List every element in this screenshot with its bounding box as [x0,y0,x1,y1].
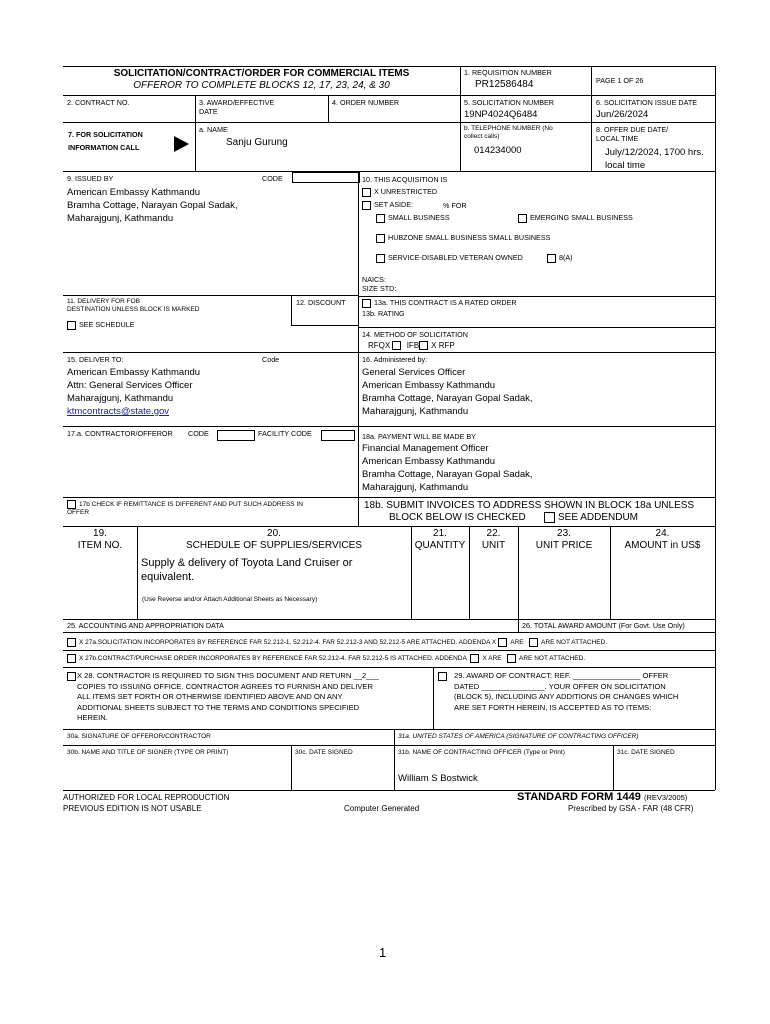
contracting-officer-label: 31b. NAME OF CONTRACTING OFFICER (Type or Print) [398,749,565,756]
solicitation-number: 19NP4024Q6484 [464,109,538,120]
28-text: X 28. CONTRACTOR IS REQUIRED TO SIGN THIS DOCUMENT AND RETURN __2___ COPIES TO ISSUING OFFICE. CONTRACTOR AGREES TO FURNISH AND DELIVER ALL ITEMS SET FORTH OR OTHERWISE IDENTIFIED ABOVE AND ON ANY ADDITIONAL SHEETS SUBJECT TO THE TERMS AND CONDITIONS SPECIFIED HEREIN. [77,671,379,722]
discount-label: 12. DISCOUNT [296,298,346,307]
page-number: 1 [379,945,387,960]
payment-by-address: Financial Management Officer American Embassy Kathmandu Bramha Cottage, Narayan Gopal Sadak, Maharajgunj, Kathmandu [362,443,533,493]
remittance-checkbox[interactable] [67,500,76,509]
percent-for-label: % FOR [443,201,467,210]
deliver-to-address: American Embassy Kathmandu Attn: General Services Officer Maharajgunj, Kathmandu [67,367,201,404]
rfq-checkbox[interactable] [392,341,401,350]
issue-date-label: 6. SOLICITATION ISSUE DATE [596,98,698,107]
administered-by-address: General Services Officer American Embassy Kathmandu Bramha Cottage, Narayan Gopal Sadak, Maharajgunj, Kathmandu [362,367,533,417]
contractor-label: 17.a. CONTRACTOR/OFFEROR [67,429,173,438]
phone-number: 014234000 [474,145,522,156]
eight-a-option[interactable] [547,253,573,263]
requisition-number: PR12586484 [475,79,534,90]
contact-name-label: a. NAME [199,125,228,134]
due-date: July/12/2024, 1700 hrs. local time [605,147,704,171]
27b-are-checkbox[interactable] [470,654,479,663]
unrestricted-option[interactable] [362,187,437,197]
phone-label: b. TELEPHONE NUMBER (No collect calls) [464,125,553,140]
28-checkbox[interactable] [67,672,76,681]
small-business-checkbox[interactable] [376,214,385,223]
29-text: 29. AWARD OF CONTRACT: REF. ________________ OFFER DATED _______________. YOUR OFFER ON SOLICITATION (BLOCK 5), INCLUDING ANY ADDITIONS OR CHANGES WHICH ARE SET FORTH HEREIN, IS ACCEPTED AS TO ITEMS: [454,671,679,712]
delivery-fob-label: 11. DELIVERY FOR FOB DESTINATION UNLESS BLOCK IS MARKED [67,298,200,313]
naics-label: NAICS: [362,275,386,284]
date-signed-31c-label: 31c. DATE SIGNED [617,749,675,756]
see-addendum-checkbox[interactable] [544,512,555,523]
sdvo-option[interactable] [376,253,523,263]
emerging-text: EMERGING SMALL BUSINESS [530,213,633,222]
acquisition-label: 10. THIS ACQUISITION IS [362,175,448,184]
size-std-label: SIZE STD: [362,284,397,293]
info-call-label: 7. FOR SOLICITATION INFORMATION CALL [68,130,143,152]
contracting-officer-name: William S Bostwick [398,773,478,784]
col-item-no: 19. ITEM NO. [77,528,123,551]
contract-incorporates [67,654,585,663]
form-subtitle: OFFEROR TO COMPLETE BLOCKS 12, 17, 23, 24, & 30 [133,80,390,91]
ifb-text: IFB [406,341,420,350]
deliver-to-code-label: Code [262,355,280,364]
27a-not-text: ARE NOT ATTACHED. [541,639,608,647]
27a-are-text: ARE [510,639,524,647]
col-supplies: 20. SCHEDULE OF SUPPLIES/SERVICES [186,528,362,551]
sdvo-checkbox[interactable] [376,254,385,263]
footer-previous: PREVIOUS EDITION IS NOT USABLE [63,804,202,813]
see-schedule-checkbox[interactable] [67,321,76,330]
unrestricted-text: X UNRESTRICTED [374,187,438,196]
see-addendum-text: SEE ADDENDUM [558,512,639,524]
eight-a-text: 8(A) [559,253,573,262]
solicitation-incorporates [67,638,607,647]
remittance-text: 17b CHECK IF REMITTANCE IS DIFFERENT AND PUT SUCH ADDRESS IN OFFER [67,501,303,517]
eight-a-checkbox[interactable] [547,254,556,263]
solicitation-number-label: 5. SOLICITATION NUMBER [464,98,554,107]
footer-computer-generated: Computer Generated [344,804,420,813]
27b-text: X 27b.CONTRACT/PURCHASE ORDER INCORPORATES BY REFERENCE FAR 52.212-4. FAR 52.212-5 IS ATTACHED. ADDENDA [79,655,467,663]
total-award-label: 26. TOTAL AWARD AMOUNT (For Govt. Use Only) [522,621,685,630]
27a-are-checkbox[interactable] [498,638,507,647]
issued-by-label: 9. ISSUED BY [67,174,114,183]
small-business-option[interactable] [376,213,450,223]
issued-by-code-field[interactable] [292,172,360,183]
rated-order-checkbox[interactable] [362,299,371,308]
deliver-to-label: 15. DELIVER TO: [67,355,124,364]
method-label: 14. METHOD OF SOLICITATION [362,330,468,339]
see-schedule-text: SEE SCHEDULE [79,320,135,329]
signature-offeror-label: 30a. SIGNATURE OF OFFEROR/CONTRACTOR [67,733,211,740]
see-schedule-option[interactable] [67,320,135,330]
hubzone-option[interactable] [376,233,550,243]
method-options [368,341,455,351]
standard-form-label: STANDARD FORM 1449 [517,791,641,803]
emerging-option[interactable] [518,213,633,223]
issued-by-code-label: CODE [262,174,283,183]
set-aside-checkbox[interactable] [362,201,371,210]
signature-officer-label: 31a. UNITED STATES OF AMERICA (SIGNATURE OF CONTRACTING OFFICER) [398,733,639,740]
arrow-right-icon [174,136,189,152]
ifb-checkbox[interactable] [419,341,428,350]
27a-text: X 27a.SOLICITATION INCORPORATES BY REFERENCE FAR 52.212-1, 52.212-4. FAR 52.212-3 AND 52.212-5 ARE ATTACHED. ADDENDA X [79,639,497,647]
deliver-to-email-link[interactable]: ktmcontracts@state.gov [67,406,170,417]
issue-date: Jun/26/2024 [596,109,649,120]
additional-sheets-note: (Use Reverse and/or Attach Additional Sheets as Necessary) [142,596,318,603]
form-revision: (REV3/2005) [643,793,688,802]
due-date-label: 8. OFFER DUE DATE/ LOCAL TIME [596,125,669,143]
requisition-label: 1. REQUISITION NUMBER [464,68,552,77]
contact-name: Sanju Gurung [226,137,288,148]
date-signed-30c-label: 30c. DATE SIGNED [295,749,353,756]
contract-no-label: 2. CONTRACT NO. [67,98,130,107]
order-number-label: 4. ORDER NUMBER [332,98,400,107]
27b-not-checkbox[interactable] [507,654,516,663]
hubzone-text: HUBZONE SMALL BUSINESS SMALL BUSINESS [388,233,551,242]
footer-authorized: AUTHORIZED FOR LOCAL REPRODUCTION [63,793,230,802]
footer-form-name [517,791,687,804]
rated-order-text: 13a. THIS CONTRACT IS A RATED ORDER [374,298,517,307]
supply-description: Supply & delivery of Toyota Land Cruiser or equivalent. [141,557,353,583]
27a-checkbox[interactable] [67,638,76,647]
contractor-code-field[interactable] [217,430,255,441]
see-addendum-option[interactable] [544,512,638,524]
facility-code-field[interactable] [321,430,355,441]
27b-checkbox[interactable] [67,654,76,663]
rfq-text: RFQX [368,341,391,350]
contractor-code-label: CODE [188,429,209,438]
27a-not-checkbox[interactable] [529,638,538,647]
signer-name-label: 30b. NAME AND TITLE OF SIGNER (TYPE OR PRINT) [67,749,229,756]
set-aside-text: SET ASIDE: [374,200,414,209]
27b-are-text: X ARE [482,655,502,663]
remittance-option[interactable] [67,500,303,517]
issued-by-address: American Embassy Kathmandu Bramha Cottage, Narayan Gopal Sadak, Maharajgunj, Kathmandu [67,187,238,224]
form-title: SOLICITATION/CONTRACT/ORDER FOR COMMERCIAL ITEMS [113,68,410,79]
rated-order-option[interactable] [362,298,517,308]
col-unit: 22. UNIT [481,528,506,551]
col-quantity: 21. QUANTITY [414,528,466,551]
accounting-label: 25. ACCOUNTING AND APPROPRIATION DATA [67,621,224,630]
administered-by-label: 16. Administered by: [362,355,428,364]
29-checkbox[interactable] [438,672,447,681]
payment-by-label: 18a. PAYMENT WILL BE MADE BY [362,432,476,441]
rating-label: 13b. RATING [362,309,405,318]
submit-invoices-text: 18b. SUBMIT INVOICES TO ADDRESS SHOWN IN BLOCK 18a UNLESS [364,500,695,511]
page-indicator: PAGE 1 OF 26 [596,76,644,85]
27b-not-text: ARE NOT ATTACHED. [519,655,586,663]
unrestricted-checkbox[interactable] [362,188,371,197]
col-amount: 24. AMOUNT in US$ [624,528,701,551]
footer-prescribed: Prescribed by GSA - FAR (48 CFR) [568,804,694,813]
facility-code-label: FACILITY CODE [258,429,312,438]
col-unit-price: 23. UNIT PRICE [535,528,593,551]
rfp-text: X RFP [431,341,455,350]
hubzone-checkbox[interactable] [376,234,385,243]
emerging-checkbox[interactable] [518,214,527,223]
block-29 [438,671,714,713]
award-date-label: 3. AWARD/EFFECTIVE DATE [199,98,275,116]
small-business-text: SMALL BUSINESS [388,213,450,222]
block-below-text: BLOCK BELOW IS CHECKED [389,512,526,523]
block-28 [67,671,431,724]
set-aside-option[interactable] [362,200,413,210]
sdvo-text: SERVICE-DISABLED VETERAN OWNED [388,253,523,262]
